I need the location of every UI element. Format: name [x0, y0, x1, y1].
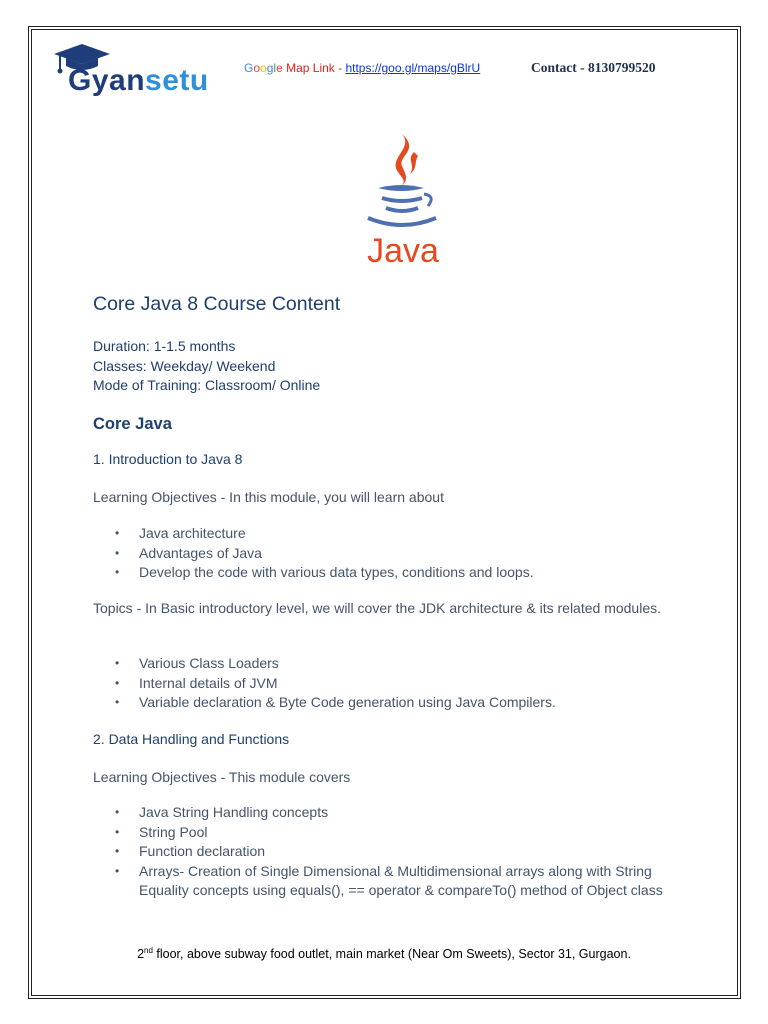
list-item: • Develop the code with various data types, conditions and loops. — [93, 563, 673, 583]
module-2-heading: 2. Data Handling and Functions — [93, 731, 290, 747]
classes: Classes: Weekday/ Weekend — [93, 357, 276, 374]
page-title: Core Java 8 Course Content — [93, 293, 341, 315]
module-1-objectives-intro: Learning Objectives - In this module, you will learn about — [93, 489, 444, 505]
footer-address: 2nd floor, above subway food outlet, main market (Near Om Sweets), Sector 31, Gurgaon. — [137, 946, 631, 962]
mode-of-training: Mode of Training: Classroom/ Online — [93, 377, 321, 393]
course-meta — [93, 337, 320, 396]
module-1-topics-intro: Topics - In Basic introductory level, we will cover the JDK architecture & its related modules. — [93, 600, 662, 616]
java-logo-wordmark: Java — [367, 232, 439, 270]
section-heading: Core Java — [93, 415, 172, 433]
list-item: • Various Class Loaders — [93, 654, 673, 674]
list-item: • Internal details of JVM — [93, 674, 673, 694]
list-item: • Java architecture — [93, 524, 673, 544]
java-logo — [362, 132, 444, 272]
gyansetu-logo[interactable] — [50, 42, 215, 102]
list-item: • Arrays- Creation of Single Dimensional & Multidimensional arrays along with String Equality concepts using equals(), == operator & compareTo() method of Object class — [93, 862, 673, 901]
list-item: • Java String Handling concepts — [93, 803, 673, 823]
list-item: • String Pool — [93, 823, 673, 843]
duration: Duration: 1-1.5 months — [93, 338, 236, 354]
module-2-objectives-intro: Learning Objectives - This module covers — [93, 769, 351, 785]
contact-number: Contact - 8130799520 — [531, 60, 656, 75]
java-cup-icon — [362, 132, 444, 272]
module-1-topics-list — [93, 654, 673, 713]
list-item: • Variable declaration & Byte Code generation using Java Compilers. — [93, 693, 673, 713]
google-map-link-line: Google Map Link - https://goo.gl/maps/gBlrU — [244, 61, 481, 75]
list-item: • Advantages of Java — [93, 544, 673, 564]
module-1-heading: 1. Introduction to Java 8 — [93, 451, 243, 467]
module-1-objectives-list — [93, 524, 673, 583]
module-2-objectives-list — [93, 803, 673, 901]
map-link[interactable]: https://goo.gl/maps/gBlrU — [345, 61, 481, 75]
list-item: • Function declaration — [93, 842, 673, 862]
logo-wordmark: Gyansetu — [68, 64, 209, 97]
map-link-label: Map Link - — [282, 61, 346, 75]
